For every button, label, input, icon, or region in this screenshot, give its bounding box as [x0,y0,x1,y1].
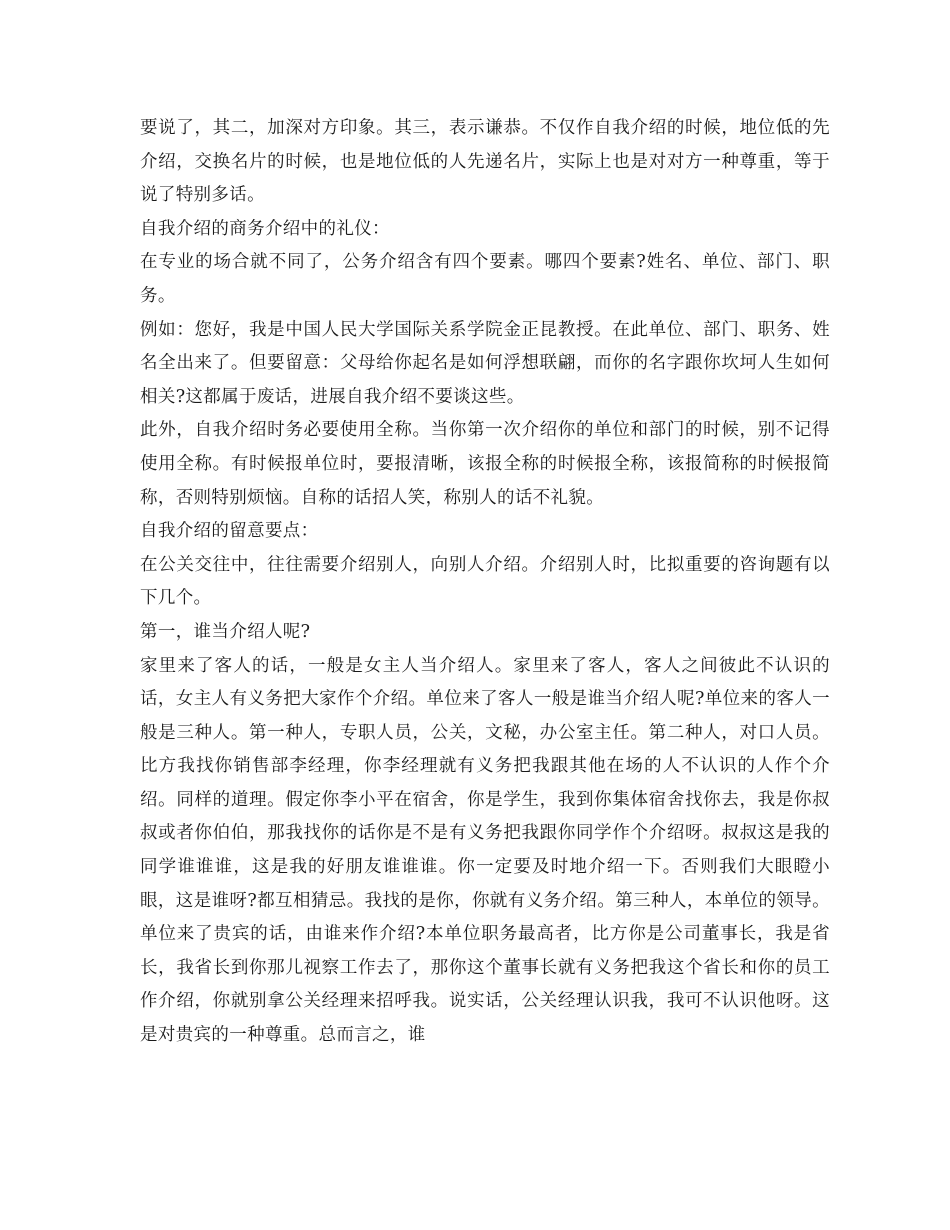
paragraph-four-elements: 在专业的场合就不同了，公务介绍含有四个要素。哪四个要素?姓名、单位、部门、职务。 [140,252,830,306]
paragraph-full-name: 此外，自我介绍时务必要使用全称。当你第一次介绍你的单位和部门的时候，别不记得使用全称。有时候报单位时，要报清晰，该报全称的时候报全称，该报简称的时候报简称，否则特别烦恼。自称的话招人笑，称别人的话不礼貌。 [140,420,830,508]
paragraph-intro-continuation: 要说了，其二，加深对方印象。其三，表示谦恭。不仅作自我介绍的时候，地位低的先介绍，交换名片的时候，也是地位低的人先递名片，实际上也是对对方一种尊重，等于说了特别多话。 [140,118,830,206]
document-body [140,112,830,1053]
section-heading-who-introduces: 第一，谁当介绍人呢? [140,621,311,642]
paragraph-example: 例如：您好，我是中国人民大学国际关系学院金正昆教授。在此单位、部门、职务、姓名全出来了。但要留意：父母给你起名是如何浮想联翩，而你的名字跟你坎坷人生如何相关?这都属于废话，进展自我介绍不要谈这些。 [140,319,830,407]
section-heading-key-points: 自我介绍的留意要点： [140,521,319,542]
paragraph-introducing-others: 在公关交往中，往往需要介绍别人，向别人介绍。介绍别人时，比拟重要的咨询题有以下几个。 [140,554,830,609]
paragraph-introducer-types: 家里来了客人的话，一般是女主人当介绍人。家里来了客人，客人之间彼此不认识的话，女主人有义务把大家作个介绍。单位来了客人一般是谁当介绍人呢?单位来的客人一般是三种人。第一种人，专职人员，公关，文秘，办公室主任。第二种人，对口人员。比方我找你销售部李经理，你李经理就有义务把我跟其他在场的人不认识的人作个介绍。同样的道理。假定你李小平在宿舍，你是学生，我到你集体宿舍找你去，我是你叔叔或者你伯伯，那我找你的话你是不是有义务把我跟你同学作个介绍呀。叔叔这是我的同学谁谁谁，这是我的好朋友谁谁谁。你一定要及时地介绍一下。否则我们大眼瞪小眼，这是谁呀?都互相猜忌。我找的是你，你就有义务介绍。第三种人，本单位的领导。单位来了贵宾的话，由谁来作介绍?本单位职务最高者，比方你是公司董事长，我是省长，我省长到你那儿视察工作去了，那你这个董事长就有义务把我这个省长和你的员工作介绍，你就别拿公关经理来招呼我。说实话，公关经理认识我，我可不认识他呀。这是对贵宾的一种尊重。总而言之，谁 [140,655,830,1046]
section-heading-business-introduction: 自我介绍的商务介绍中的礼仪： [140,218,390,239]
